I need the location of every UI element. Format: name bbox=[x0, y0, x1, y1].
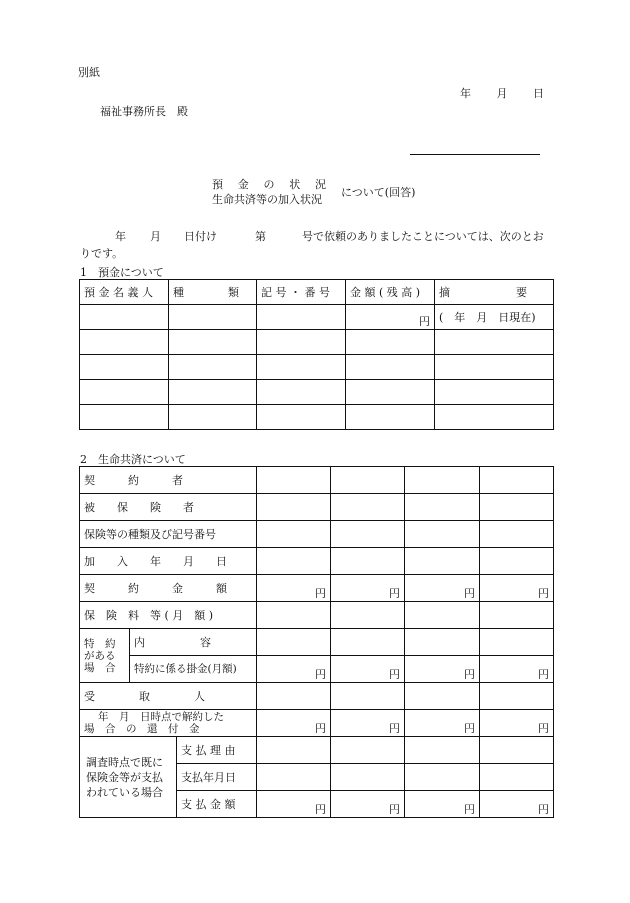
intro-line-2: りです。 bbox=[80, 247, 124, 260]
title-char: の bbox=[263, 178, 275, 191]
row-special-premium: 特約に係る掛金(月額) bbox=[130, 656, 257, 683]
table-row bbox=[80, 737, 554, 764]
title-line-2: 生命共済等の加入状況 bbox=[212, 193, 322, 206]
signature-line bbox=[410, 154, 540, 155]
title-char: 金 bbox=[237, 178, 249, 191]
yen-unit: 円 bbox=[480, 710, 554, 737]
table-row bbox=[80, 548, 554, 575]
intro-line-1: 年 月 日付け 第 号で依頼のありましたことについては、次のとお bbox=[115, 230, 544, 243]
row-type-number: 保険等の種類及び記号番号 bbox=[80, 521, 257, 548]
yen-unit: 円 bbox=[346, 305, 435, 330]
table-row bbox=[80, 683, 554, 710]
day-label: 日 bbox=[533, 87, 544, 100]
yen-unit: 円 bbox=[480, 575, 554, 602]
table-row bbox=[80, 629, 554, 656]
addressee: 福祉事務所長 殿 bbox=[100, 105, 188, 118]
table-row bbox=[80, 330, 554, 355]
table-row bbox=[80, 305, 554, 330]
yen-unit: 円 bbox=[480, 656, 554, 683]
row-surrender-value: 年 月 日時点で解約した 場 合 の 還 付 金 bbox=[80, 710, 257, 737]
header-account-holder: 預 金 名 義 人 bbox=[80, 280, 169, 305]
title-char: 状 bbox=[289, 178, 301, 191]
yen-unit: 円 bbox=[331, 791, 405, 818]
table-row bbox=[80, 710, 554, 737]
row-insured: 被 保 険 者 bbox=[80, 494, 257, 521]
table-row bbox=[80, 467, 554, 494]
row-special-content: 内 容 bbox=[130, 629, 257, 656]
as-of-date-note: ( 年 月 日現在) bbox=[435, 305, 554, 330]
year-label: 年 bbox=[460, 87, 471, 100]
section1-title: 1 預金について bbox=[80, 266, 164, 279]
yen-unit: 円 bbox=[405, 656, 480, 683]
yen-unit: 円 bbox=[405, 575, 480, 602]
row-paid-date: 支払年月日 bbox=[177, 764, 257, 791]
row-join-date: 加 入 年 月 日 bbox=[80, 548, 257, 575]
row-paid-reason: 支 払 理 由 bbox=[177, 737, 257, 764]
yen-unit: 円 bbox=[331, 656, 405, 683]
month-label: 月 bbox=[496, 87, 508, 100]
table-row bbox=[80, 494, 554, 521]
yen-unit: 円 bbox=[480, 791, 554, 818]
yen-unit: 円 bbox=[257, 575, 331, 602]
attachment-label: 別紙 bbox=[78, 66, 100, 79]
row-special-label: 特 約がある場 合 bbox=[80, 629, 130, 683]
yen-unit: 円 bbox=[257, 656, 331, 683]
header-balance: 金 額 ( 残 高 ) bbox=[346, 280, 435, 305]
table-row bbox=[80, 355, 554, 380]
yen-unit: 円 bbox=[257, 791, 331, 818]
section2-title: 2 生命共済について bbox=[80, 453, 186, 466]
insurance-table bbox=[79, 466, 554, 818]
title-char: 況 bbox=[315, 178, 326, 191]
table-row bbox=[80, 602, 554, 629]
yen-unit: 円 bbox=[405, 791, 480, 818]
row-premium: 保 険 料 等 ( 月 額 ) bbox=[80, 602, 257, 629]
deposit-table bbox=[79, 279, 554, 430]
title-line-1 bbox=[212, 176, 326, 192]
header-remarks: 摘 要 bbox=[435, 280, 554, 305]
table-row bbox=[80, 575, 554, 602]
row-contract-amount: 契 約 金 額 bbox=[80, 575, 257, 602]
header-number: 記 号 ・ 番 号 bbox=[257, 280, 346, 305]
table-row bbox=[80, 280, 554, 305]
table-row bbox=[80, 521, 554, 548]
row-paid-label: 調査時点で既に保険金等が支払われている場合 bbox=[80, 737, 177, 818]
table-row bbox=[80, 656, 554, 683]
header-type: 種 類 bbox=[169, 280, 257, 305]
title-suffix: について(回答) bbox=[341, 186, 416, 199]
table-row bbox=[80, 405, 554, 430]
yen-unit: 円 bbox=[331, 710, 405, 737]
title-char: 預 bbox=[212, 178, 223, 191]
date-fields bbox=[460, 85, 544, 101]
yen-unit: 円 bbox=[257, 710, 331, 737]
yen-unit: 円 bbox=[405, 710, 480, 737]
row-paid-amount: 支 払 金 額 bbox=[177, 791, 257, 818]
row-contractor: 契 約 者 bbox=[80, 467, 257, 494]
yen-unit: 円 bbox=[331, 575, 405, 602]
row-recipient: 受 取 人 bbox=[80, 683, 257, 710]
table-row bbox=[80, 380, 554, 405]
